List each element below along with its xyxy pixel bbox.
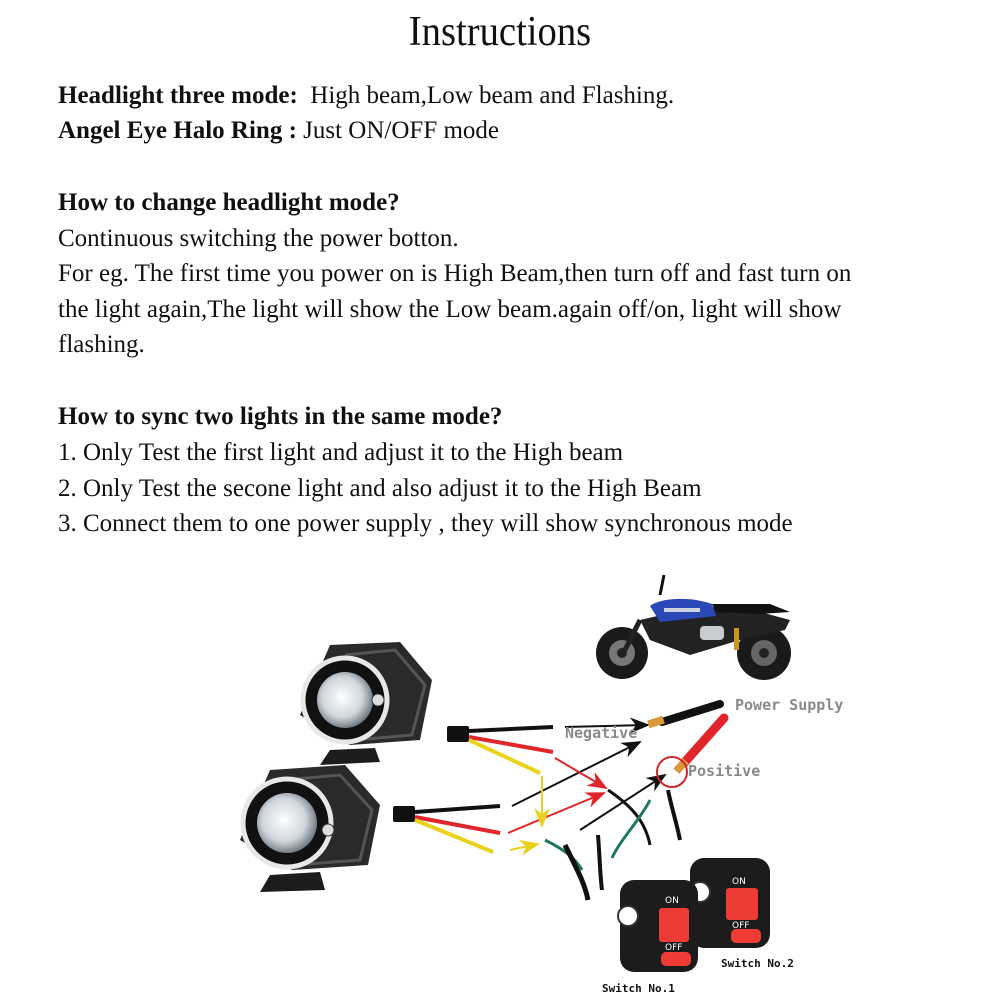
switch-1-label: Switch No.1 — [602, 982, 675, 995]
switch-2-image — [690, 858, 770, 948]
svg-text:ON: ON — [665, 896, 679, 906]
headlight-mode-label: Headlight three mode: — [58, 82, 298, 109]
sync-step: 1. Only Test the first light and adjust it to the High beam — [58, 439, 624, 466]
sync-step: 3. Connect them to one power supply , they will show synchronous mode — [58, 510, 793, 537]
headlight-mode-value: High beam,Low beam and Flashing. — [310, 82, 675, 109]
sync-heading: How to sync two lights in the same mode? — [58, 403, 503, 430]
headlight-mode-row — [58, 78, 674, 114]
change-mode-line: For eg. The first time you power on is High Beam,then turn off and fast turn on — [58, 260, 852, 287]
change-mode-line: the light again,The light will show the Low beam.again off/on, light will show — [58, 296, 842, 323]
halo-ring-label: Angel Eye Halo Ring : — [58, 117, 297, 144]
change-mode-line: flashing. — [58, 331, 145, 358]
power-supply-label: Power Supply — [735, 696, 844, 714]
switch-1-image — [618, 880, 698, 972]
page-title: Instructions — [408, 9, 592, 55]
svg-text:ON: ON — [732, 877, 746, 887]
halo-ring-row — [58, 113, 499, 149]
wiring-diagram — [0, 560, 1000, 1000]
sync-step: 2. Only Test the secone light and also adjust it to the High Beam — [58, 475, 702, 502]
svg-text:OFF: OFF — [665, 943, 683, 953]
halo-ring-value: Just ON/OFF mode — [303, 117, 500, 144]
change-mode-heading: How to change headlight mode? — [58, 189, 400, 216]
svg-text:OFF: OFF — [732, 921, 750, 931]
negative-label: Negative — [565, 724, 638, 742]
switch-2-label: Switch No.2 — [721, 957, 794, 970]
change-mode-line: Continuous switching the power botton. — [58, 225, 459, 252]
headlight-2-image — [240, 765, 380, 892]
positive-label: Positive — [688, 762, 761, 780]
headlight-1-image — [300, 642, 432, 765]
motorcycle-image — [596, 575, 791, 680]
